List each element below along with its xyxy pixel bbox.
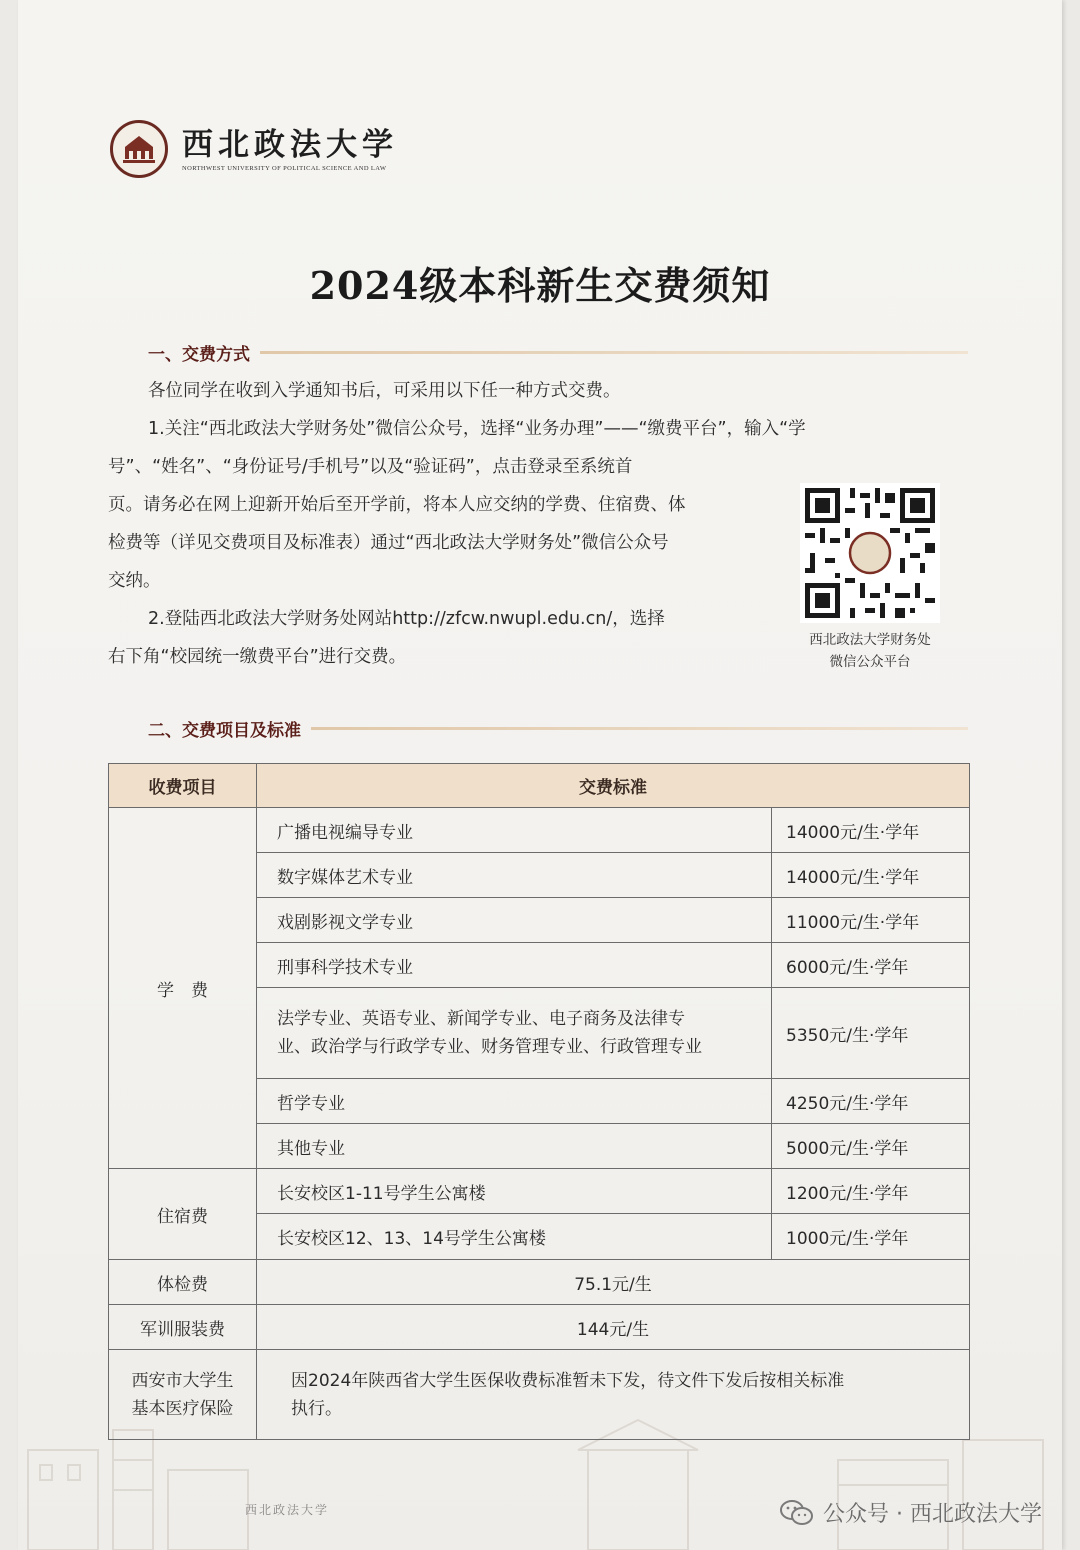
tuition-price: 11000元/生·学年 bbox=[772, 898, 970, 943]
table-header-row bbox=[109, 764, 970, 808]
medical-insurance-note: 因2024年陕西省大学生医保收费标准暂未下发，待文件下发后按相关标准 执行。 bbox=[257, 1350, 970, 1440]
page-title: 2024级本科新生交费须知 bbox=[309, 263, 771, 308]
method-1-line-1: 1.关注“西北政法大学财务处”微信公众号，选择“业务办理”——“缴费平台”，输入“学 bbox=[148, 419, 806, 439]
major-name: 数字媒体艺术专业 bbox=[257, 853, 772, 898]
military-uniform-price: 144元/生 bbox=[257, 1305, 970, 1350]
physical-exam-label: 体检费 bbox=[109, 1260, 257, 1305]
university-name-cn: 西北政法大学 bbox=[182, 126, 398, 163]
major-name: 哲学专业 bbox=[257, 1079, 772, 1124]
fee-table bbox=[108, 763, 970, 1440]
dorm-label: 住宿费 bbox=[109, 1169, 257, 1260]
method-1-line-3: 页。请务必在网上迎新开始后至开学前，将本人应交纳的学费、住宿费、体 bbox=[108, 495, 686, 515]
dorm-price: 1000元/生·学年 bbox=[772, 1214, 970, 1260]
major-name: 广播电视编导专业 bbox=[257, 808, 772, 853]
table-row bbox=[109, 1260, 970, 1305]
tuition-label: 学 费 bbox=[109, 808, 257, 1169]
wechat-icon bbox=[779, 1499, 815, 1527]
table-row bbox=[109, 1305, 970, 1350]
dorm-building: 长安校区12、13、14号学生公寓楼 bbox=[257, 1214, 772, 1260]
military-uniform-label: 军训服装费 bbox=[109, 1305, 257, 1350]
major-name: 其他专业 bbox=[257, 1124, 772, 1169]
method-2-line-2: 右下角“校园统一缴费平台”进行交费。 bbox=[108, 647, 407, 667]
tuition-price: 14000元/生·学年 bbox=[772, 808, 970, 853]
tuition-price: 14000元/生·学年 bbox=[772, 853, 970, 898]
medical-insurance-label: 西安市大学生 基本医疗保险 bbox=[109, 1350, 257, 1440]
table-row bbox=[109, 1350, 970, 1440]
wechat-qr-block bbox=[795, 483, 945, 673]
section-heading-payment-method: 一、交费方式 bbox=[148, 340, 968, 365]
major-name: 戏剧影视文学专业 bbox=[257, 898, 772, 943]
tuition-price: 5350元/生·学年 bbox=[772, 988, 970, 1079]
tuition-price: 4250元/生·学年 bbox=[772, 1079, 970, 1124]
major-name: 刑事科学技术专业 bbox=[257, 943, 772, 988]
tuition-price: 5000元/生·学年 bbox=[772, 1124, 970, 1169]
university-seal-icon bbox=[110, 120, 168, 178]
table-row bbox=[109, 1169, 970, 1214]
major-name: 法学专业、英语专业、新闻学专业、电子商务及法律专 业、政治学与行政学专业、财务管理专业、行政管理专业 bbox=[257, 988, 772, 1079]
header-fee-standard: 交费标准 bbox=[257, 764, 970, 808]
section-rule bbox=[311, 727, 968, 730]
qr-caption: 西北政法大学财务处 微信公众平台 bbox=[809, 632, 931, 670]
tuition-price: 6000元/生·学年 bbox=[772, 943, 970, 988]
footer-university-mark: 西北政法大学 bbox=[245, 1503, 330, 1517]
intro-text: 各位同学在收到入学通知书后，可采用以下任一种方式交费。 bbox=[148, 381, 621, 401]
university-name-en: NORTHWEST UNIVERSITY OF POLITICAL SCIENCE AND LAW bbox=[182, 164, 387, 172]
university-logo bbox=[110, 120, 398, 178]
dorm-price: 1200元/生·学年 bbox=[772, 1169, 970, 1214]
table-row bbox=[109, 808, 970, 853]
physical-exam-price: 75.1元/生 bbox=[257, 1260, 970, 1305]
section-heading-fee-items: 二、交费项目及标准 bbox=[148, 716, 968, 741]
watermark-text: 公众号 · 西北政法大学 bbox=[823, 1502, 1042, 1527]
method-1-line-4: 检费等（详见交费项目及标准表）通过“西北政法大学财务处”微信公众号 bbox=[108, 533, 669, 553]
wechat-watermark bbox=[779, 1497, 1042, 1528]
header-fee-item: 收费项目 bbox=[109, 764, 257, 808]
method-2-line-1: 2.登陆西北政法大学财务处网站http://zfcw.nwupl.edu.cn/，选择 bbox=[148, 609, 665, 629]
dorm-building: 长安校区1-11号学生公寓楼 bbox=[257, 1169, 772, 1214]
section-rule bbox=[260, 351, 968, 354]
wechat-qr-code-icon[interactable] bbox=[800, 483, 940, 623]
method-1-line-2: 号”、“姓名”、“身份证号/手机号”以及“验证码”，点击登录至系统首 bbox=[108, 457, 633, 477]
method-1-line-5: 交纳。 bbox=[108, 571, 161, 591]
